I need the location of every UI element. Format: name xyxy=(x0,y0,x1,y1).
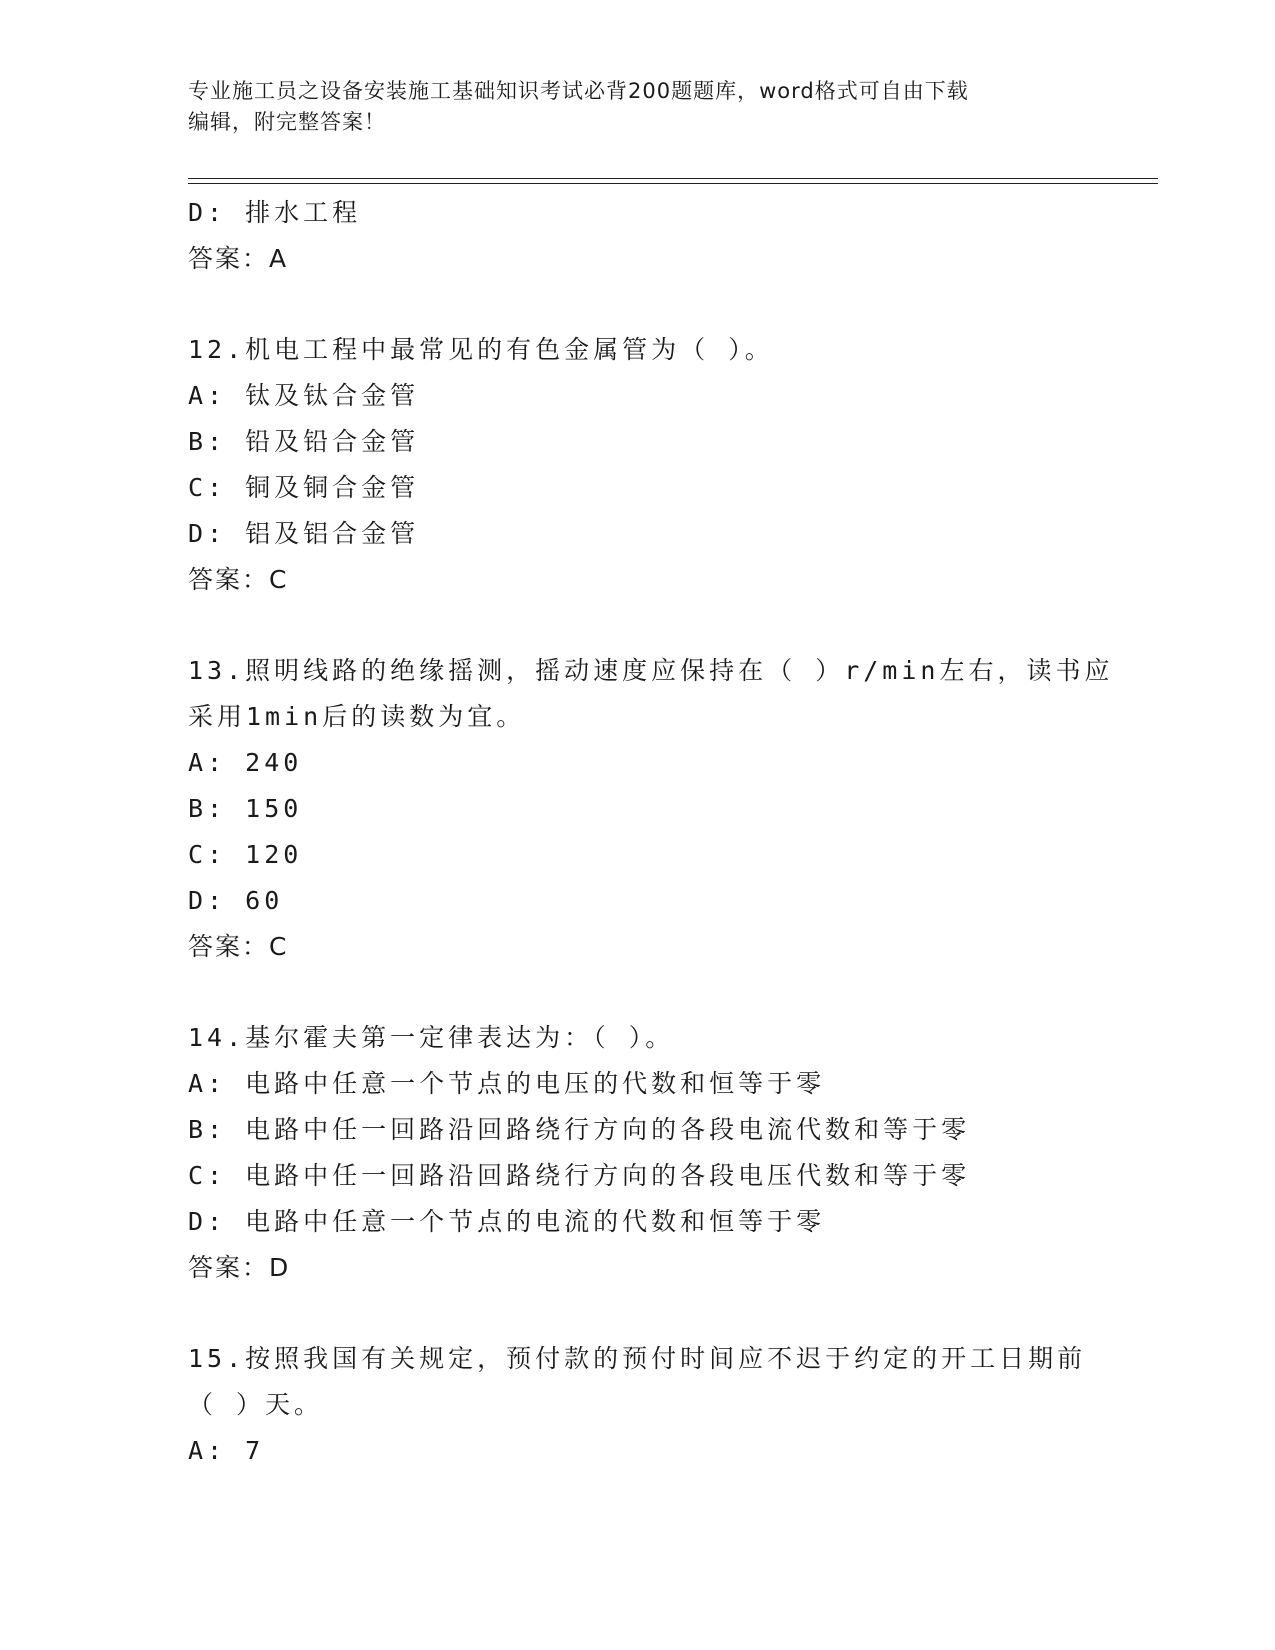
answer: 答案：D xyxy=(188,1253,291,1282)
question-text: 14.基尔霍夫第一定律表达为：（ ）。 xyxy=(188,1023,675,1052)
question-text-continued: 采用1min后的读数为宜。 xyxy=(188,702,526,731)
option-a: A: 240 xyxy=(188,748,303,777)
option-a: A: 钛及钛合金管 xyxy=(188,381,420,410)
prev-answer: 答案：A xyxy=(188,244,289,273)
option-a: A: 7 xyxy=(188,1436,265,1465)
option-a: A: 电路中任意一个节点的电压的代数和恒等于零 xyxy=(188,1069,826,1098)
option-d: D: 60 xyxy=(188,886,284,915)
question-14 xyxy=(188,1015,1088,1291)
option-b: B: 电路中任一回路沿回路绕行方向的各段电流代数和等于零 xyxy=(188,1115,971,1144)
question-15 xyxy=(188,1336,1088,1474)
question-content xyxy=(188,190,1114,1474)
question-12 xyxy=(188,327,1088,603)
option-c: C: 电路中任一回路沿回路绕行方向的各段电压代数和等于零 xyxy=(188,1161,971,1190)
option-d: D: 电路中任意一个节点的电流的代数和恒等于零 xyxy=(188,1207,826,1236)
option-c: C: 铜及铜合金管 xyxy=(188,473,420,502)
option-b: B: 150 xyxy=(188,794,303,823)
header-rule-top xyxy=(188,178,1158,179)
question-text: 13.照明线路的绝缘摇测，摇动速度应保持在（ ）r/min左右，读书应 xyxy=(188,656,1114,685)
header-rule-bottom xyxy=(188,183,1158,184)
prev-option-d: D: 排水工程 xyxy=(188,198,362,227)
answer: 答案：C xyxy=(188,565,289,594)
header-line-1: 专业施工员之设备安装施工基础知识考试必背200题题库，word格式可自由下载 xyxy=(188,79,969,103)
option-d: D: 铝及铝合金管 xyxy=(188,519,420,548)
answer: 答案：C xyxy=(188,932,289,961)
header-line-2: 编辑，附完整答案！ xyxy=(188,110,386,134)
question-text: 15.按照我国有关规定，预付款的预付时间应不迟于约定的开工日期前 xyxy=(188,1344,1087,1373)
option-c: C: 120 xyxy=(188,840,303,869)
question-text-continued: （ ）天。 xyxy=(188,1390,324,1419)
option-b: B: 铅及铅合金管 xyxy=(188,427,420,456)
document-header xyxy=(188,76,1088,138)
question-13 xyxy=(188,648,1114,970)
question-text: 12.机电工程中最常见的有色金属管为（ ）。 xyxy=(188,335,774,364)
